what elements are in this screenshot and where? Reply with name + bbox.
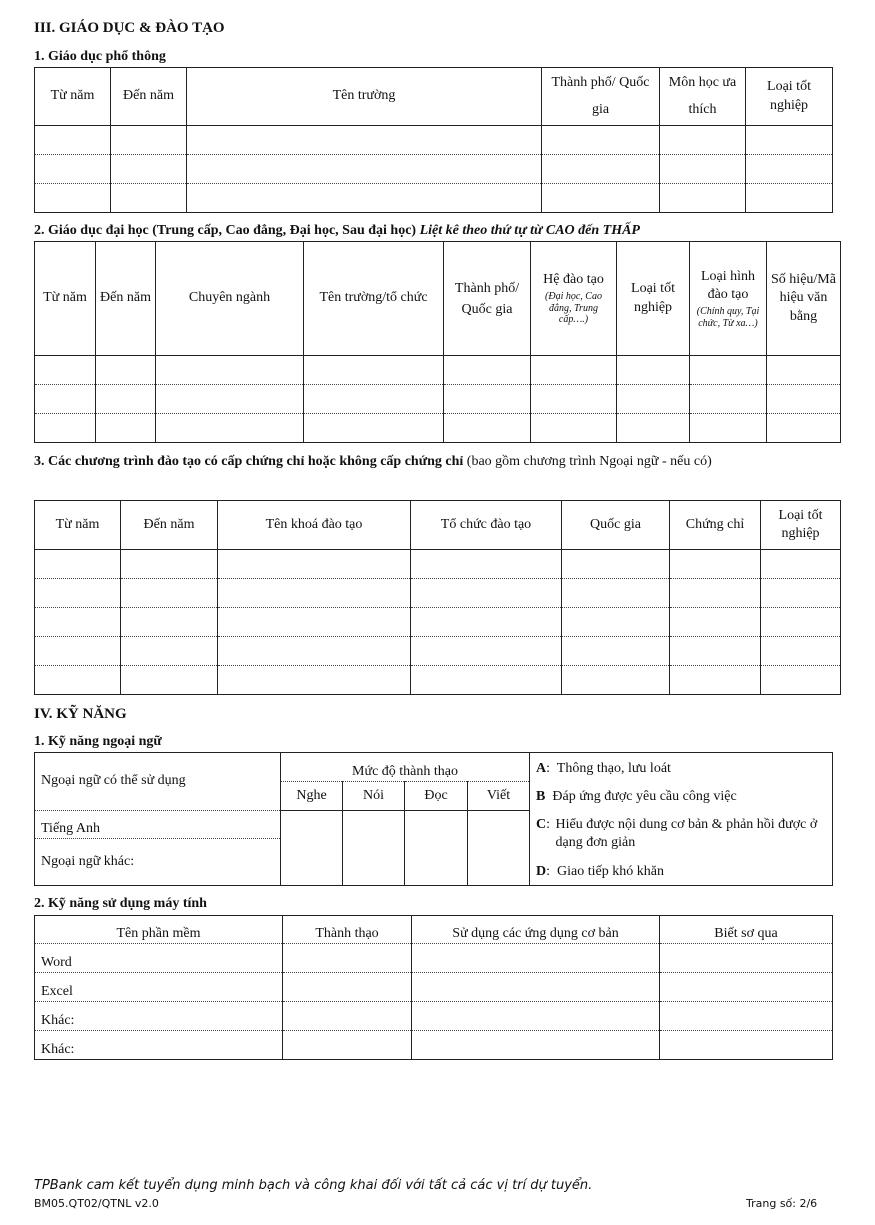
higher-education-title-italic: Liệt kê theo thứ tự từ CAO đến THẤP — [419, 223, 640, 238]
table-row — [35, 637, 841, 666]
input-cell[interactable] — [617, 414, 690, 443]
header-cell: Loại tốt nghiệp — [617, 242, 690, 356]
input-cell[interactable] — [746, 155, 833, 184]
input-cell[interactable] — [281, 811, 343, 839]
input-cell[interactable] — [304, 385, 444, 414]
input-cell[interactable] — [562, 637, 670, 666]
input-cell[interactable] — [156, 356, 304, 385]
header-cell: Thành phố/ Quốc gia — [542, 68, 660, 126]
header-cell: Tên trường — [187, 68, 542, 126]
table-header-row — [35, 916, 833, 944]
input-cell[interactable] — [562, 608, 670, 637]
table-row — [35, 126, 833, 155]
skill-header-listening: Nghe — [281, 782, 343, 811]
computer-skills-table — [34, 915, 833, 1060]
input-cell[interactable] — [218, 666, 411, 695]
table-row — [35, 414, 841, 443]
skill-header-speaking: Nói — [343, 782, 405, 811]
legend-key: C — [536, 817, 547, 832]
input-cell[interactable] — [670, 666, 761, 695]
input-cell[interactable] — [670, 637, 761, 666]
training-title-bold: 3. Các chương trình đào tạo có cấp chứng chỉ hoặc không cấp chứng chỉ — [34, 454, 464, 469]
legend-item — [536, 788, 826, 816]
input-cell[interactable] — [121, 637, 218, 666]
header-cell: Chứng chỉ — [670, 501, 761, 550]
header-cell: Đến năm — [111, 68, 187, 126]
language-column-label: Ngoại ngữ có thể sử dụng — [35, 753, 281, 811]
input-cell[interactable] — [444, 356, 531, 385]
header-cell: Quốc gia — [562, 501, 670, 550]
header-cell: Tên trường/tổ chức — [304, 242, 444, 356]
input-cell[interactable] — [531, 414, 617, 443]
language-skills-table — [34, 752, 833, 886]
higher-education-table — [34, 241, 841, 443]
header-cell: Thành thạo — [283, 916, 412, 944]
input-cell[interactable] — [562, 666, 670, 695]
input-cell[interactable] — [660, 973, 833, 1002]
table-row — [35, 944, 833, 973]
input-cell[interactable] — [660, 155, 746, 184]
input-cell[interactable] — [218, 608, 411, 637]
input-cell[interactable] — [767, 414, 841, 443]
legend-text: Đáp ứng được yêu cầu công việc — [552, 789, 737, 804]
input-cell[interactable] — [35, 579, 121, 608]
skill-header-writing: Viết — [468, 782, 530, 811]
input-cell[interactable] — [761, 666, 841, 695]
training-title-note: (bao gồm chương trình Ngoại ngữ - nếu có) — [466, 454, 712, 469]
table-row — [35, 356, 841, 385]
input-cell[interactable] — [283, 944, 412, 973]
input-cell[interactable] — [746, 184, 833, 213]
header-cell: Từ năm — [35, 242, 96, 356]
header-cell — [531, 242, 617, 356]
input-cell[interactable] — [411, 550, 562, 579]
input-cell[interactable] — [283, 1002, 412, 1031]
input-cell[interactable] — [111, 126, 187, 155]
input-cell[interactable] — [468, 839, 530, 886]
general-education-title: 1. Giáo dục phổ thông — [34, 49, 166, 64]
software-name: Khác: — [35, 1031, 283, 1060]
page-number: Trang số: 2/6 — [746, 1197, 818, 1210]
language-skills-title: 1. Kỹ năng ngoại ngữ — [34, 734, 162, 749]
form-code: BM05.QT02/QTNL v2.0 — [34, 1197, 159, 1210]
table-row — [35, 184, 833, 213]
input-cell[interactable] — [761, 637, 841, 666]
input-cell[interactable] — [121, 666, 218, 695]
input-cell[interactable] — [35, 666, 121, 695]
table-header-row — [35, 501, 841, 550]
input-cell[interactable] — [412, 1031, 660, 1060]
table-row — [35, 550, 841, 579]
input-cell[interactable] — [411, 637, 562, 666]
skill-header-reading: Đọc — [405, 782, 468, 811]
input-cell[interactable] — [218, 579, 411, 608]
input-cell[interactable] — [767, 356, 841, 385]
header-note: (Chính quy, Tại chức, Từ xa…) — [696, 306, 760, 329]
software-name: Word — [35, 944, 283, 973]
header-cell: Sử dụng các ứng dụng cơ bản — [412, 916, 660, 944]
header-label: Loại hình đào tạo — [700, 268, 756, 302]
input-cell[interactable] — [542, 155, 660, 184]
input-cell[interactable] — [761, 579, 841, 608]
proficiency-header: Mức độ thành thạo — [281, 753, 530, 782]
input-cell[interactable] — [343, 811, 405, 839]
legend-item: A: Thông thạo, lưu loát — [536, 761, 671, 776]
header-cell: Loại tốt nghiệp — [761, 501, 841, 550]
input-cell[interactable] — [660, 1031, 833, 1060]
footer-tagline: TPBank cam kết tuyển dụng minh bạch và công khai đối với tất cả các vị trí dự tuyển. — [34, 1178, 593, 1193]
input-cell[interactable] — [304, 414, 444, 443]
header-label: Hệ đào tạo — [543, 272, 604, 288]
header-cell: Tên phần mềm — [35, 916, 283, 944]
header-cell: Số hiệu/Mã hiệu văn bằng — [767, 242, 841, 356]
legend-text: Giao tiếp khó khăn — [557, 864, 664, 879]
input-cell[interactable] — [405, 839, 468, 886]
input-cell[interactable] — [412, 973, 660, 1002]
table-row — [35, 973, 833, 1002]
table-row — [35, 579, 841, 608]
input-cell[interactable] — [411, 579, 562, 608]
header-cell: Tổ chức đào tạo — [411, 501, 562, 550]
input-cell[interactable] — [304, 356, 444, 385]
table-header-row — [35, 68, 833, 126]
input-cell[interactable] — [187, 126, 542, 155]
input-cell[interactable] — [35, 184, 111, 213]
software-name: Khác: — [35, 1002, 283, 1031]
input-cell[interactable] — [96, 356, 156, 385]
computer-skills-title: 2. Kỹ năng sử dụng máy tính — [34, 896, 207, 911]
input-cell[interactable] — [218, 550, 411, 579]
input-cell[interactable] — [35, 155, 111, 184]
input-cell[interactable] — [670, 579, 761, 608]
legend-text: Hiểu được nội dung cơ bản & phản hồi được ở dạng đơn giản — [555, 817, 818, 851]
header-cell: Thành phố/ Quốc gia — [444, 242, 531, 356]
language-name: Tiếng Anh — [35, 811, 281, 839]
input-cell[interactable] — [660, 1002, 833, 1031]
general-education-table — [34, 67, 833, 213]
input-cell[interactable] — [156, 385, 304, 414]
header-cell: Tên khoá đào tạo — [218, 501, 411, 550]
training-title — [34, 454, 712, 470]
table-header-row — [35, 242, 841, 356]
table-row — [35, 666, 841, 695]
input-cell[interactable] — [35, 637, 121, 666]
section-title-skills: IV. KỸ NĂNG — [34, 706, 127, 722]
header-cell: Đến năm — [121, 501, 218, 550]
input-cell[interactable] — [690, 385, 767, 414]
input-cell[interactable] — [35, 550, 121, 579]
software-name: Excel — [35, 973, 283, 1002]
table-row — [35, 1002, 833, 1031]
legend-key: D — [536, 864, 547, 879]
input-cell[interactable] — [121, 608, 218, 637]
header-cell: Môn học ưa thích — [660, 68, 746, 126]
legend-key: A — [536, 761, 547, 776]
table-header-row — [35, 753, 833, 782]
header-cell: Loại tốt nghiệp — [746, 68, 833, 126]
higher-education-title-bold: 2. Giáo dục đại học (Trung cấp, Cao đẳng, Đại học, Sau đại học) — [34, 223, 417, 238]
input-cell[interactable] — [281, 839, 343, 886]
input-cell[interactable] — [412, 1002, 660, 1031]
legend-item: C : Hiểu được nội dung cơ bản & phản hồi được ở dạng đơn giản — [536, 816, 826, 863]
input-cell[interactable] — [35, 385, 96, 414]
legend-key: B — [536, 789, 546, 804]
input-cell[interactable] — [35, 608, 121, 637]
input-cell[interactable] — [660, 126, 746, 155]
higher-education-title — [34, 223, 640, 239]
input-cell[interactable] — [660, 184, 746, 213]
input-cell[interactable] — [542, 126, 660, 155]
input-cell[interactable] — [111, 184, 187, 213]
input-cell[interactable] — [156, 414, 304, 443]
input-cell[interactable] — [761, 550, 841, 579]
header-cell: Chuyên ngành — [156, 242, 304, 356]
header-cell — [690, 242, 767, 356]
input-cell[interactable] — [444, 414, 531, 443]
input-cell[interactable] — [411, 666, 562, 695]
input-cell[interactable] — [411, 608, 562, 637]
input-cell[interactable] — [96, 414, 156, 443]
proficiency-legend — [530, 753, 833, 886]
input-cell[interactable] — [121, 550, 218, 579]
language-name: Ngoại ngữ khác: — [35, 839, 281, 886]
input-cell[interactable] — [542, 184, 660, 213]
input-cell[interactable] — [96, 385, 156, 414]
input-cell[interactable] — [121, 579, 218, 608]
input-cell[interactable] — [444, 385, 531, 414]
header-cell: Biết sơ qua — [660, 916, 833, 944]
input-cell[interactable] — [690, 356, 767, 385]
input-cell[interactable] — [617, 356, 690, 385]
input-cell[interactable] — [283, 973, 412, 1002]
input-cell[interactable] — [617, 385, 690, 414]
input-cell[interactable] — [111, 155, 187, 184]
input-cell[interactable] — [218, 637, 411, 666]
legend-text: Thông thạo, lưu loát — [556, 761, 671, 776]
input-cell[interactable] — [405, 811, 468, 839]
table-row — [35, 385, 841, 414]
input-cell[interactable] — [35, 126, 111, 155]
input-cell[interactable] — [690, 414, 767, 443]
input-cell[interactable] — [187, 155, 542, 184]
input-cell[interactable] — [746, 126, 833, 155]
input-cell[interactable] — [343, 839, 405, 886]
legend-item: D: Giao tiếp khó khăn — [536, 864, 664, 879]
input-cell[interactable] — [468, 811, 530, 839]
input-cell[interactable] — [531, 385, 617, 414]
training-table — [34, 500, 841, 695]
input-cell[interactable] — [35, 414, 96, 443]
header-cell: Từ năm — [35, 501, 121, 550]
section-title-education: III. GIÁO DỤC & ĐÀO TẠO — [34, 20, 225, 36]
input-cell[interactable] — [412, 944, 660, 973]
table-row — [35, 1031, 833, 1060]
input-cell[interactable] — [767, 385, 841, 414]
header-cell: Đến năm — [96, 242, 156, 356]
input-cell[interactable] — [283, 1031, 412, 1060]
input-cell[interactable] — [531, 356, 617, 385]
input-cell[interactable] — [562, 579, 670, 608]
input-cell[interactable] — [761, 608, 841, 637]
table-row — [35, 608, 841, 637]
table-row — [35, 155, 833, 184]
input-cell[interactable] — [660, 944, 833, 973]
input-cell[interactable] — [670, 550, 761, 579]
input-cell[interactable] — [670, 608, 761, 637]
input-cell[interactable] — [187, 184, 542, 213]
input-cell[interactable] — [562, 550, 670, 579]
header-cell: Từ năm — [35, 68, 111, 126]
header-note: (Đại học, Cao đẳng, Trung cấp….) — [545, 291, 602, 326]
input-cell[interactable] — [35, 356, 96, 385]
